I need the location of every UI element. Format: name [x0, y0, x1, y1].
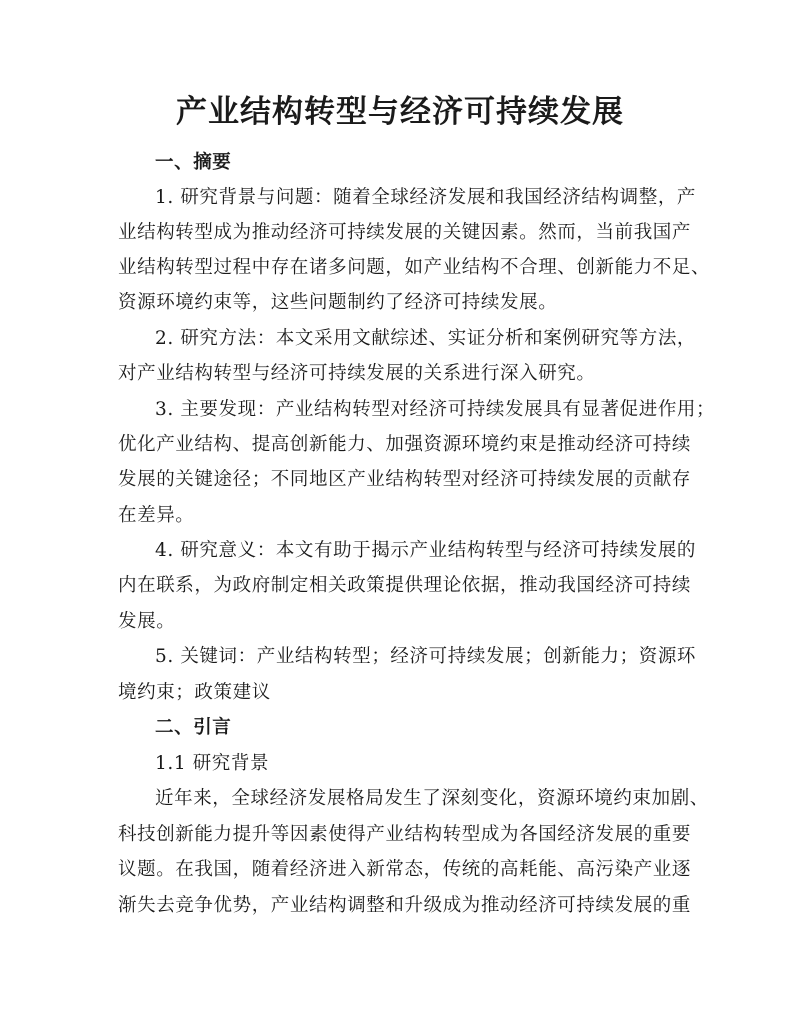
paragraph-line: 科技创新能力提升等因素使得产业结构转型成为各国经济发展的重要: [118, 824, 692, 845]
paragraph-line: 对产业结构转型与经济可持续发展的关系进行深入研究。: [118, 363, 596, 384]
section-heading-abstract: 一、摘要: [155, 152, 232, 173]
paragraph-line: 3. 主要发现：产业结构转型对经济可持续发展具有显著促进作用；: [155, 399, 716, 420]
paragraph-line: 发展的关键途径；不同地区产业结构转型对经济可持续发展的贡献存: [118, 469, 692, 490]
document-title: 产业结构转型与经济可持续发展: [176, 94, 624, 130]
paragraph-line: 近年来，全球经济发展格局发生了深刻变化，资源环境约束加剧、: [155, 788, 709, 809]
paragraph-line: 4. 研究意义：本文有助于揭示产业结构转型与经济可持续发展的: [155, 540, 697, 561]
subsection-heading: 1.1 研究背景: [155, 753, 270, 774]
paragraph-line: 2. 研究方法：本文采用文献综述、实证分析和案例研究等方法，: [155, 328, 697, 349]
paragraph-line: 1. 研究背景与问题：随着全球经济发展和我国经济结构调整，产: [155, 187, 697, 208]
paragraph-line: 5. 关键词：产业结构转型；经济可持续发展；创新能力；资源环: [155, 646, 697, 667]
paragraph-line: 议题。在我国，随着经济进入新常态，传统的高耗能、高污染产业逐: [118, 859, 692, 880]
paragraph-line: 渐失去竞争优势，产业结构调整和升级成为推动经济可持续发展的重: [118, 895, 692, 916]
paragraph-line: 业结构转型过程中存在诸多问题，如产业结构不合理、创新能力不足、: [118, 257, 711, 278]
paragraph-line: 发展。: [118, 611, 176, 632]
paragraph-line: 业结构转型成为推动经济可持续发展的关键因素。然而，当前我国产: [118, 222, 692, 243]
paragraph-line: 内在联系，为政府制定相关政策提供理论依据，推动我国经济可持续: [118, 575, 692, 596]
paragraph-line: 在差异。: [118, 505, 195, 526]
paragraph-line: 优化产业结构、提高创新能力、加强资源环境约束是推动经济可持续: [118, 434, 692, 455]
section-heading-introduction: 二、引言: [155, 717, 232, 738]
paragraph-line: 资源环境约束等，这些问题制约了经济可持续发展。: [118, 292, 558, 313]
paragraph-line: 境约束；政策建议: [118, 682, 271, 703]
